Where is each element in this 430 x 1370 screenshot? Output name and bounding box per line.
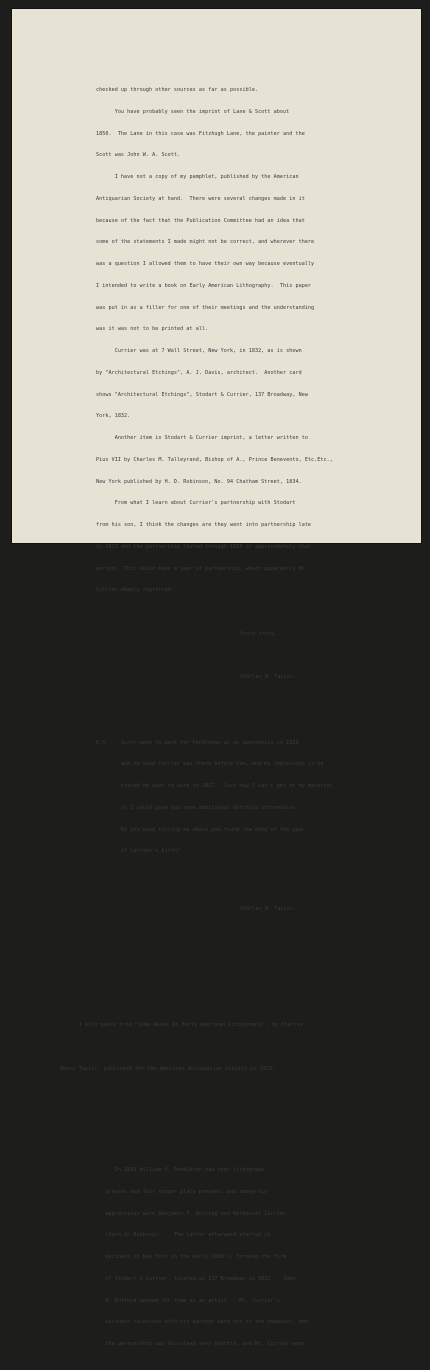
postscript-line: stated he went to work in 1827. Just now I can't get at my material bbox=[96, 783, 333, 789]
letter-signature: Charles H. Taylor. bbox=[240, 674, 297, 681]
letter-line: some of the statements I made might not be correct, and wherever there bbox=[96, 239, 315, 246]
quote-intro-line: Henry Taylor, published for the American Antiquarian Society in 1923: bbox=[60, 1065, 276, 1072]
quote-line: apprentices were Benjamin F. Nutting and Nathaniel Currier bbox=[96, 1210, 287, 1217]
letter-line: was a question I allowed them to have their own way because eventually bbox=[96, 261, 315, 267]
letter-line: period. This would make a year of partnership, which apparently Mr. bbox=[96, 565, 308, 572]
quote-line: presses and four copper plate presses, and among his bbox=[96, 1188, 268, 1195]
letter-line: 1850. The Lane in this case was Fitzhugh Lane, the painter and the bbox=[96, 130, 305, 137]
letter-line: shows "Architectural Etchings", Stodart & Currier, 137 Broadway, New bbox=[96, 391, 308, 398]
letter-line: in 1833 and the partnership lasted through 1833 or approximately that bbox=[96, 543, 312, 550]
letter-line: Currier deeply regretted. bbox=[96, 587, 174, 594]
letter-line: Currier was at 7 Wall Street, New York, in 1832, as is shown bbox=[96, 348, 302, 354]
quote-intro-line: I also quote from "Some Notes On Early American Lithography", by Charles bbox=[60, 1022, 304, 1028]
quote-intro bbox=[60, 1008, 414, 1088]
letter-line: was put in as a filler for one of their meetings and the understanding bbox=[96, 304, 315, 311]
typed-letter bbox=[60, 58, 414, 1370]
letter-line: I intended to write a book on Early American Lithography. This paper bbox=[96, 282, 312, 289]
letter-body bbox=[96, 73, 414, 610]
quote-line: In 1831 William S. Pendleton had four lithograph bbox=[96, 1167, 265, 1173]
quote-line: business in New York in the early 1830's, forming the firm bbox=[96, 1254, 287, 1260]
quote-line: business relations with his partner were not of the happiest, and bbox=[96, 1319, 308, 1326]
letter-line: Antiquarian Society at hand. There were several changes made in it bbox=[96, 195, 305, 202]
letter-line: by "Architectural Etchings", A. J. Davis, architect. Another card bbox=[96, 369, 302, 376]
letter-line: was it was not to be printed at all. bbox=[96, 326, 209, 333]
quote-line: the partnership was dissolved very shortly, and Mr. Currier went bbox=[96, 1341, 305, 1347]
postscript-line: of Currier's birth? bbox=[96, 848, 181, 855]
letter-line: From what I learn about Currier's partnership with Stodart bbox=[96, 500, 296, 507]
quote-line: of Stodart & Currier, located at 137 Broadway in 1832. John bbox=[96, 1275, 296, 1282]
letter-closing: Yours truly, bbox=[240, 630, 278, 637]
letter-line: checked up through other sources as far as possible. bbox=[96, 87, 259, 93]
letter-line: from his son, I think the changes are they went into partnership late bbox=[96, 522, 312, 528]
quote-line: (born in Roxbury). The latter afterward started in bbox=[96, 1232, 271, 1239]
postscript-line: or I could give you some additional definite information. bbox=[96, 804, 299, 811]
postscript-line: and he said Currier was there before him, and my impression is he bbox=[96, 761, 324, 768]
quote-intro-line bbox=[60, 1044, 414, 1051]
letter-line: York, 1832. bbox=[96, 413, 131, 420]
letter-line: Another item is Stodart & Currier imprint, a letter written to bbox=[96, 435, 308, 441]
letter-line: Scott was John W. A. Scott. bbox=[96, 152, 181, 159]
quote-line: H. Bufford worked for them as an artist. Mr. Currier's bbox=[96, 1297, 280, 1304]
letter-line: You have probably seen the imprint of Lane & Scott about bbox=[96, 108, 290, 115]
postscript-line: Do you mind telling me where you found the date of the year bbox=[96, 826, 305, 833]
letter-line: because of the fact that the Publication Committee had an idea that bbox=[96, 217, 305, 224]
letter-line: I have not a copy of my pamphlet, published by the American bbox=[96, 174, 299, 180]
postscript-line: P.S. Scott went to work for Pendleton as an apprentice in 1829 bbox=[96, 739, 299, 746]
postscript-signature: Charles H. Taylor. bbox=[240, 906, 297, 913]
quoted-passage bbox=[96, 1153, 414, 1363]
postscript bbox=[96, 725, 414, 870]
letter-line: New York published by H. D. Robinson, No. 94 Chatham Street, 1834. bbox=[96, 478, 302, 485]
letter-line: Pius VII by Charles M. Talleyrand, Bishop of A., Prince Benevento, Etc.Etc., bbox=[96, 456, 333, 463]
